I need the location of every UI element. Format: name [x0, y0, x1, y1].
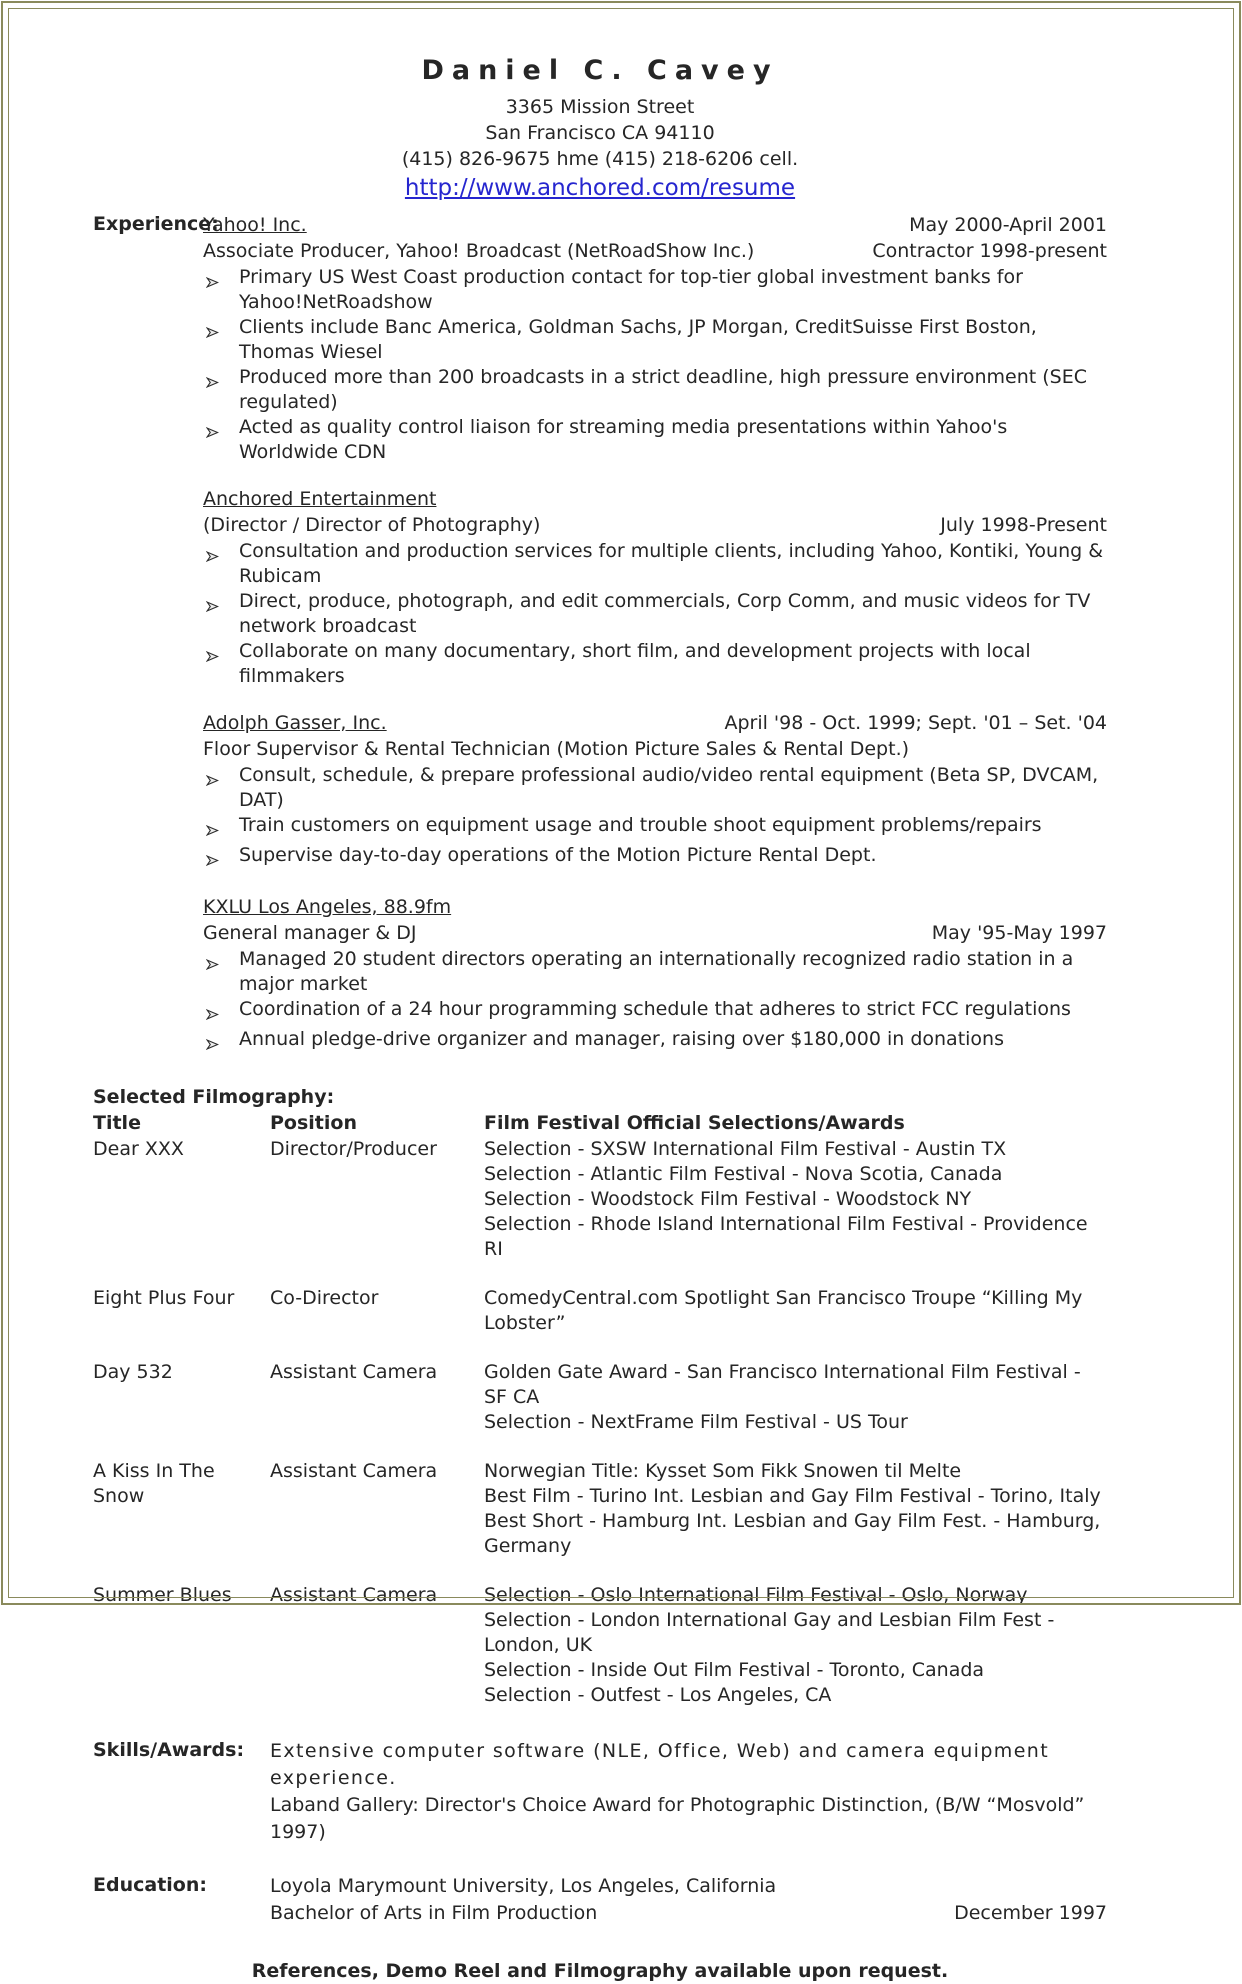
- arrow-bullet-icon: [206, 365, 239, 395]
- film-awards-cell: [484, 1286, 1107, 1336]
- filmography-label: Selected Filmography:: [93, 1086, 335, 1108]
- job-company-row: [203, 894, 1107, 920]
- job-title: (Director / Director of Photography): [203, 514, 541, 536]
- job-bullet: [203, 265, 1107, 315]
- skills-body: [270, 1738, 1107, 1846]
- job-bullets: [203, 265, 1107, 465]
- experience-jobs: [203, 212, 1107, 1057]
- bullet-text: Consultation and production services for multiple clients, including Yahoo, Kontiki, Young & Rubicam: [239, 540, 1104, 587]
- website-link[interactable]: http://www.anchored.com/resume: [404, 175, 796, 201]
- column-header-position: Position: [270, 1112, 357, 1134]
- company-name: KXLU Los Angeles, 88.9fm: [203, 896, 452, 918]
- skills-line: Extensive computer software (NLE, Office, Web) and camera equipment experience.: [270, 1740, 1050, 1789]
- job-bullet: [203, 589, 1107, 639]
- job-company-row: [203, 212, 1107, 238]
- award-line: Best Film - Turino Int. Lesbian and Gay Film Festival - Torino, Italy: [484, 1485, 1101, 1507]
- job-bullets: [203, 947, 1107, 1057]
- arrow-bullet-icon: [206, 539, 239, 569]
- arrow-bullet-icon: [206, 415, 239, 445]
- arrow-bullet-icon: [206, 589, 239, 619]
- job-bullet: [203, 415, 1107, 465]
- education-date: December 1997: [954, 1902, 1107, 1924]
- award-line: Selection - NextFrame Film Festival - US Tour: [484, 1411, 908, 1433]
- job-title: Floor Supervisor & Rental Technician (Motion Picture Sales & Rental Dept.): [203, 738, 910, 760]
- film-position-cell: Co-Director: [270, 1287, 379, 1309]
- film-position-cell: Director/Producer: [270, 1138, 437, 1160]
- company-date: April '98 - Oct. 1999; Sept. '01 – Set. '04: [724, 712, 1107, 734]
- film-awards-cell: [484, 1583, 1107, 1708]
- award-line: Selection - SXSW International Film Festival - Austin TX: [484, 1138, 1007, 1160]
- company-name: Adolph Gasser, Inc.: [203, 712, 387, 734]
- film-awards-cell: [484, 1360, 1107, 1435]
- film-awards-cell: [484, 1137, 1107, 1262]
- bullet-text: Primary US West Coast production contact for top-tier global investment banks for Yahoo!NetRoadshow: [239, 266, 1023, 313]
- address-city: San Francisco CA 94110: [485, 122, 715, 144]
- job-bullet: [203, 639, 1107, 689]
- job-bullet: [203, 997, 1107, 1027]
- award-line: Selection - Rhode Island International Film Festival - Providence RI: [484, 1213, 1088, 1260]
- award-line: Selection - Woodstock Film Festival - Woodstock NY: [484, 1188, 972, 1210]
- column-header-title: Title: [93, 1112, 141, 1134]
- arrow-bullet-icon: [206, 997, 239, 1027]
- job-bullets: [203, 763, 1107, 873]
- education-body: [270, 1873, 1107, 1927]
- experience-label: Experience:: [93, 213, 219, 235]
- film-title-cell: A Kiss In The Snow: [93, 1460, 215, 1507]
- job-block: [203, 894, 1107, 1057]
- award-line: Best Short - Hamburg Int. Lesbian and Gay Film Fest. - Hamburg, Germany: [484, 1510, 1101, 1557]
- job-title-row: [203, 736, 1107, 762]
- film-awards-cell: [484, 1459, 1107, 1559]
- bullet-text: Train customers on equipment usage and trouble shoot equipment problems/repairs: [239, 814, 1042, 836]
- job-title-date: May '95-May 1997: [931, 922, 1107, 944]
- film-position-cell: Assistant Camera: [270, 1361, 438, 1383]
- film-position-cell: Assistant Camera: [270, 1460, 438, 1482]
- filmography-header-row: [93, 1110, 1107, 1136]
- company-date: May 2000-April 2001: [909, 214, 1107, 236]
- film-title-cell: Dear XXX: [93, 1138, 184, 1160]
- job-title-row: [203, 512, 1107, 538]
- person-name: Daniel C. Cavey: [421, 55, 779, 86]
- education-degree-row: [270, 1900, 1107, 1927]
- award-line: Golden Gate Award - San Francisco International Film Festival - SF CA: [484, 1361, 1081, 1408]
- company-name: Anchored Entertainment: [203, 488, 437, 510]
- filmography-rows: [93, 1137, 1107, 1708]
- job-bullet: [203, 843, 1107, 873]
- film-title-cell: Day 532: [93, 1361, 173, 1383]
- bullet-text: Consult, schedule, & prepare professional audio/video rental equipment (Beta SP, DVCAM, DAT): [239, 764, 1099, 811]
- award-line: Selection - Oslo International Film Festival - Oslo, Norway: [484, 1584, 1028, 1606]
- award-line: ComedyCentral.com Spotlight San Francisco Troupe “Killing My Lobster”: [484, 1287, 1083, 1334]
- column-header-awards: Film Festival Official Selections/Awards: [484, 1112, 905, 1134]
- skills-label: Skills/Awards:: [93, 1739, 245, 1761]
- education-label: Education:: [93, 1874, 207, 1896]
- job-block: [203, 212, 1107, 465]
- company-name: Yahoo! Inc.: [203, 214, 307, 236]
- award-line: Selection - London International Gay and Lesbian Film Fest - London, UK: [484, 1609, 1055, 1656]
- film-row: [93, 1360, 1107, 1435]
- footer-note: References, Demo Reel and Filmography available upon request.: [251, 1960, 949, 1982]
- film-title-cell: Eight Plus Four: [93, 1287, 235, 1309]
- header: [93, 54, 1107, 204]
- film-row: [93, 1459, 1107, 1559]
- job-title: Associate Producer, Yahoo! Broadcast (NetRoadShow Inc.): [203, 240, 755, 262]
- job-bullets: [203, 539, 1107, 689]
- job-bullet: [203, 813, 1107, 843]
- bullet-text: Produced more than 200 broadcasts in a strict deadline, high pressure environment (SEC regulated): [239, 366, 1088, 413]
- job-title-row: [203, 238, 1107, 264]
- award-line: Norwegian Title: Kysset Som Fikk Snowen til Melte: [484, 1460, 962, 1482]
- phone-line: (415) 826-9675 hme (415) 218-6206 cell.: [401, 148, 799, 170]
- job-title-row: [203, 920, 1107, 946]
- job-company-row: [203, 486, 1107, 512]
- job-bullet: [203, 365, 1107, 415]
- arrow-bullet-icon: [206, 947, 239, 977]
- arrow-bullet-icon: [206, 1027, 239, 1057]
- arrow-bullet-icon: [206, 843, 239, 873]
- experience-section: [93, 212, 1107, 1057]
- film-title-cell: Summer Blues: [93, 1584, 232, 1606]
- job-bullet: [203, 947, 1107, 997]
- job-title: General manager & DJ: [203, 922, 417, 944]
- bullet-text: Coordination of a 24 hour programming schedule that adheres to strict FCC regulations: [239, 998, 1071, 1020]
- education-degree: Bachelor of Arts in Film Production: [270, 1902, 598, 1924]
- job-bullet: [203, 1027, 1107, 1057]
- award-line: Selection - Inside Out Film Festival - Toronto, Canada: [484, 1659, 985, 1681]
- arrow-bullet-icon: [206, 763, 239, 793]
- job-title-date: Contractor 1998-present: [872, 240, 1107, 262]
- education-school: Loyola Marymount University, Los Angeles, California: [270, 1875, 777, 1897]
- arrow-bullet-icon: [206, 639, 239, 669]
- website-link-row: [93, 172, 1107, 204]
- bullet-text: Annual pledge-drive organizer and manager, raising over $180,000 in donations: [239, 1028, 1004, 1050]
- film-row: [93, 1137, 1107, 1262]
- bullet-text: Managed 20 student directors operating an internationally recognized radio station in a major market: [239, 948, 1074, 995]
- job-bullet: [203, 763, 1107, 813]
- job-bullet: [203, 315, 1107, 365]
- job-company-row: [203, 710, 1107, 736]
- job-bullet: [203, 539, 1107, 589]
- arrow-bullet-icon: [206, 813, 239, 843]
- skills-line: Laband Gallery: Director's Choice Award for Photographic Distinction, (B/W “Mosvold” 1997): [270, 1794, 1085, 1843]
- bullet-text: Supervise day-to-day operations of the Motion Picture Rental Dept.: [239, 844, 877, 866]
- job-block: [203, 710, 1107, 873]
- bullet-text: Acted as quality control liaison for streaming media presentations within Yahoo's Worldwide CDN: [239, 416, 1008, 463]
- arrow-bullet-icon: [206, 265, 239, 295]
- skills-section: [93, 1738, 1107, 1846]
- address-street: 3365 Mission Street: [505, 96, 695, 118]
- job-title-date: July 1998-Present: [940, 514, 1107, 536]
- job-block: [203, 486, 1107, 689]
- award-line: Selection - Outfest - Los Angeles, CA: [484, 1684, 832, 1706]
- film-row: [93, 1583, 1107, 1708]
- education-section: [93, 1873, 1107, 1927]
- arrow-bullet-icon: [206, 315, 239, 345]
- bullet-text: Clients include Banc America, Goldman Sachs, JP Morgan, CreditSuisse First Boston, Thomas Wiesel: [239, 316, 1037, 363]
- film-row: [93, 1286, 1107, 1336]
- film-position-cell: Assistant Camera: [270, 1584, 438, 1606]
- award-line: Selection - Atlantic Film Festival - Nova Scotia, Canada: [484, 1163, 1003, 1185]
- bullet-text: Direct, produce, photograph, and edit commercials, Corp Comm, and music videos for TV network broadcast: [239, 590, 1091, 637]
- bullet-text: Collaborate on many documentary, short film, and development projects with local filmmakers: [239, 640, 1031, 687]
